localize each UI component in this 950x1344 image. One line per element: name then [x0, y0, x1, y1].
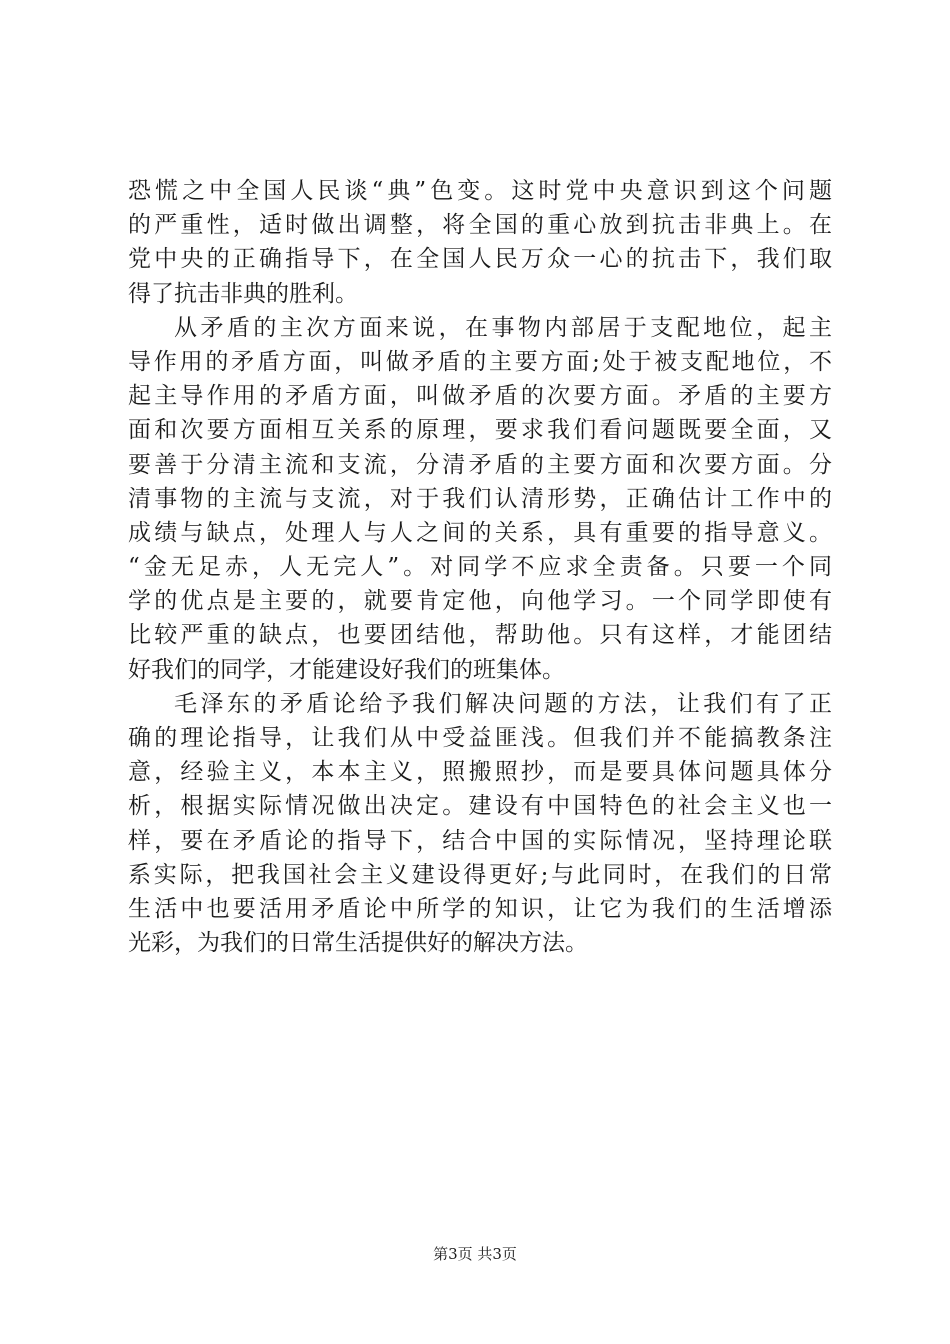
text-line: 比较严重的缺点，也要团结他，帮助他。只有这样，才能团结: [128, 622, 832, 649]
text-line: 恐慌之中全国人民谈“典”色变。这时党中央意识到这个问题: [128, 178, 832, 204]
text-line: “金无足赤，人无完人”。对同学不应求全责备。只要一个同: [128, 554, 832, 581]
text-line: 样，要在矛盾论的指导下，结合中国的实际情况，坚持理论联: [128, 827, 832, 854]
text-line: 要善于分清主流和支流，分清矛盾的主要方面和次要方面。分: [128, 451, 832, 478]
text-line: 面和次要方面相互关系的原理，要求我们看问题既要全面，又: [128, 417, 832, 444]
document-body: [128, 174, 832, 960]
text-line: 的严重性，适时做出调整，将全国的重心放到抗击非典上。在: [128, 212, 832, 239]
text-line: 从矛盾的主次方面来说，在事物内部居于支配地位，起主: [174, 314, 832, 341]
text-line: 确的理论指导，让我们从中受益匪浅。但我们并不能搞教条注: [128, 725, 832, 751]
text-line: 意，经验主义，本本主义，照搬照抄，而是要具体问题具体分: [128, 759, 832, 786]
text-line: 导作用的矛盾方面，叫做矛盾的主要方面;处于被支配地位，不: [128, 348, 832, 375]
text-line: 党中央的正确指导下，在全国人民万众一心的抗击下，我们取: [128, 246, 832, 273]
text-line: 好我们的同学，才能建设好我们的班集体。: [128, 656, 565, 683]
text-line: 析，根据实际情况做出决定。建设有中国特色的社会主义也一: [128, 793, 832, 820]
text-line: 得了抗击非典的胜利。: [128, 280, 358, 307]
text-line: 光彩，为我们的日常生活提供好的解决方法。: [128, 930, 588, 957]
text-line: 系实际，把我国社会主义建设得更好;与此同时，在我们的日常: [128, 861, 832, 888]
text-line: 生活中也要活用矛盾论中所学的知识，让它为我们的生活增添: [128, 895, 832, 922]
text-line: 成绩与缺点，处理人与人之间的关系，具有重要的指导意义。: [128, 519, 832, 546]
text-line: 学的优点是主要的，就要肯定他，向他学习。一个同学即使有: [128, 588, 832, 615]
text-line: 清事物的主流与支流，对于我们认清形势，正确估计工作中的: [128, 485, 832, 512]
text-line: 起主导作用的矛盾方面，叫做矛盾的次要方面。矛盾的主要方: [128, 383, 832, 410]
page-number-footer: 第3页 共3页: [433, 1245, 517, 1263]
text-line: 毛泽东的矛盾论给予我们解决问题的方法，让我们有了正: [174, 690, 832, 717]
